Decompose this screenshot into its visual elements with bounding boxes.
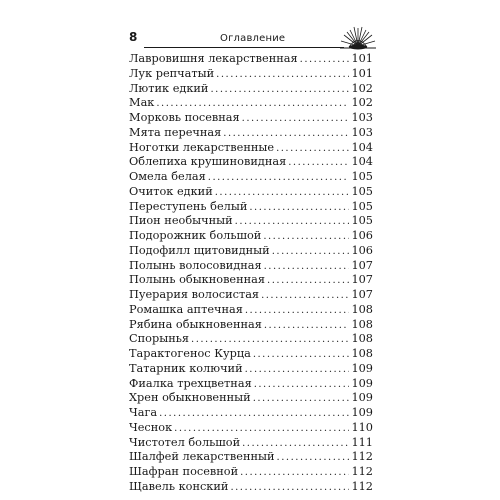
toc-entry-title: Ромашка аптечная [129, 302, 243, 316]
toc-entry [129, 273, 373, 288]
toc-entry-page: 108 [351, 302, 373, 316]
toc-entry-title: Татарник колючий [129, 361, 243, 375]
toc-entry-title: Пион необычный [129, 214, 233, 228]
toc-entry-title: Полынь обыкновенная [129, 273, 266, 287]
toc-entry-title: Ноготки лекарственные [129, 140, 275, 154]
toc-entry [129, 96, 373, 111]
dot-leader [242, 112, 350, 127]
toc-entry-page: 103 [351, 125, 373, 139]
toc-entry-page: 106 [351, 243, 373, 257]
table-of-contents [129, 52, 373, 495]
dot-leader [223, 127, 349, 142]
toc-entry [129, 465, 373, 480]
toc-entry-title: Очиток едкий [129, 184, 213, 198]
dot-leader [276, 142, 349, 157]
dot-leader [267, 274, 349, 289]
toc-entry-page: 111 [351, 435, 373, 449]
toc-entry [129, 436, 373, 451]
dot-leader [240, 466, 349, 481]
toc-entry-page: 112 [351, 465, 373, 478]
toc-entry-title: Тарактогенос Курца [129, 347, 251, 360]
dot-leader [210, 83, 349, 98]
toc-entry-title: Морковь посевная [129, 111, 240, 124]
dot-leader [264, 319, 350, 334]
toc-entry-page: 103 [351, 111, 373, 124]
dot-leader [249, 201, 349, 216]
toc-entry-title: Чеснок [129, 420, 173, 434]
toc-entry [129, 347, 373, 362]
toc-entry-page: 112 [351, 450, 373, 464]
toc-entry [129, 480, 373, 495]
dot-leader [245, 363, 350, 378]
dot-leader [245, 304, 350, 319]
toc-entry-page: 106 [351, 229, 373, 242]
toc-entry [129, 111, 373, 126]
header-rule [144, 47, 344, 48]
toc-entry [129, 82, 373, 97]
toc-entry-title: Чага [129, 406, 158, 419]
toc-entry-page: 109 [351, 406, 373, 419]
toc-entry-title: Мак [129, 96, 155, 110]
dot-leader [159, 407, 349, 422]
toc-entry [129, 52, 373, 67]
toc-entry-title: Пуерария волосистая [129, 288, 260, 301]
toc-entry-title: Хрен обыкновенный [129, 391, 251, 405]
toc-entry [129, 244, 373, 259]
page-number: 8 [129, 30, 138, 44]
dot-leader [253, 392, 350, 407]
dot-leader [264, 260, 350, 275]
dot-leader [235, 215, 350, 230]
toc-entry-page: 102 [351, 96, 373, 110]
toc-entry-title: Лютик едкий [129, 81, 209, 95]
dot-leader [216, 68, 349, 83]
section-title: Оглавление [220, 33, 286, 44]
toc-entry-page: 104 [351, 155, 373, 169]
toc-entry-page: 107 [351, 258, 373, 272]
toc-entry-page: 105 [351, 170, 373, 183]
dot-leader [156, 97, 349, 112]
toc-entry [129, 126, 373, 141]
toc-entry-title: Лук репчатый [129, 66, 215, 80]
toc-entry [129, 362, 373, 377]
toc-entry-page: 101 [351, 52, 373, 65]
dot-leader [242, 437, 349, 452]
dot-leader [300, 53, 350, 68]
toc-entry-page: 105 [351, 214, 373, 228]
toc-entry-page: 108 [351, 317, 373, 331]
dot-leader [253, 348, 350, 363]
toc-entry [129, 200, 373, 215]
toc-entry-title: Лавровишня лекарственная [129, 52, 298, 65]
toc-entry [129, 229, 373, 244]
toc-entry-page: 109 [351, 376, 373, 390]
toc-entry-title: Подофилл щитовидный [129, 243, 270, 257]
toc-entry [129, 450, 373, 465]
toc-entry [129, 332, 373, 347]
toc-entry-page: 112 [351, 479, 373, 493]
dot-leader [174, 422, 349, 437]
toc-entry [129, 67, 373, 82]
toc-entry-page: 110 [351, 420, 373, 434]
toc-entry [129, 406, 373, 421]
toc-entry [129, 170, 373, 185]
dot-leader [261, 289, 349, 304]
dot-leader [254, 378, 350, 393]
toc-entry-title: Мята перечная [129, 125, 222, 139]
toc-entry-title: Чистотел большой [129, 435, 241, 449]
toc-entry-title: Шалфей лекарственный [129, 450, 275, 464]
toc-entry [129, 155, 373, 170]
toc-entry [129, 288, 373, 303]
toc-entry [129, 318, 373, 333]
toc-entry-page: 108 [351, 332, 373, 346]
toc-entry-title: Подорожник большой [129, 229, 262, 242]
toc-entry-page: 102 [351, 81, 373, 95]
toc-entry-title: Полынь волосовидная [129, 258, 262, 272]
toc-entry [129, 377, 373, 392]
toc-entry-title: Рябина обыкновенная [129, 317, 262, 331]
dot-leader [272, 245, 350, 260]
toc-entry-title: Щавель конский [129, 479, 229, 493]
dot-leader [277, 451, 350, 466]
toc-entry-title: Спорынья [129, 332, 190, 346]
toc-entry [129, 421, 373, 436]
toc-entry-page: 107 [351, 288, 373, 301]
dot-leader [191, 333, 349, 348]
toc-entry [129, 303, 373, 318]
toc-entry-page: 108 [351, 347, 373, 360]
toc-entry-page: 105 [351, 199, 373, 213]
toc-entry-title: Шафран посевной [129, 465, 239, 478]
dot-leader [263, 230, 349, 245]
toc-entry-page: 109 [351, 391, 373, 405]
toc-entry [129, 185, 373, 200]
dot-leader [230, 481, 349, 496]
dot-leader [288, 156, 349, 171]
dot-leader [215, 186, 350, 201]
toc-entry-title: Омела белая [129, 170, 206, 183]
toc-entry [129, 259, 373, 274]
toc-entry [129, 141, 373, 156]
toc-entry [129, 391, 373, 406]
dot-leader [208, 171, 350, 186]
sunflower-ornament-icon [340, 24, 376, 50]
toc-entry-page: 105 [351, 184, 373, 198]
toc-entry-page: 104 [351, 140, 373, 154]
toc-entry-page: 101 [351, 66, 373, 80]
page-header [0, 0, 500, 52]
toc-entry-page: 107 [351, 273, 373, 287]
toc-entry-title: Фиалка трехцветная [129, 376, 252, 390]
toc-entry-page: 109 [351, 361, 373, 375]
toc-entry [129, 214, 373, 229]
toc-entry-title: Облепиха крушиновидная [129, 155, 287, 169]
toc-entry-title: Переступень белый [129, 199, 248, 213]
